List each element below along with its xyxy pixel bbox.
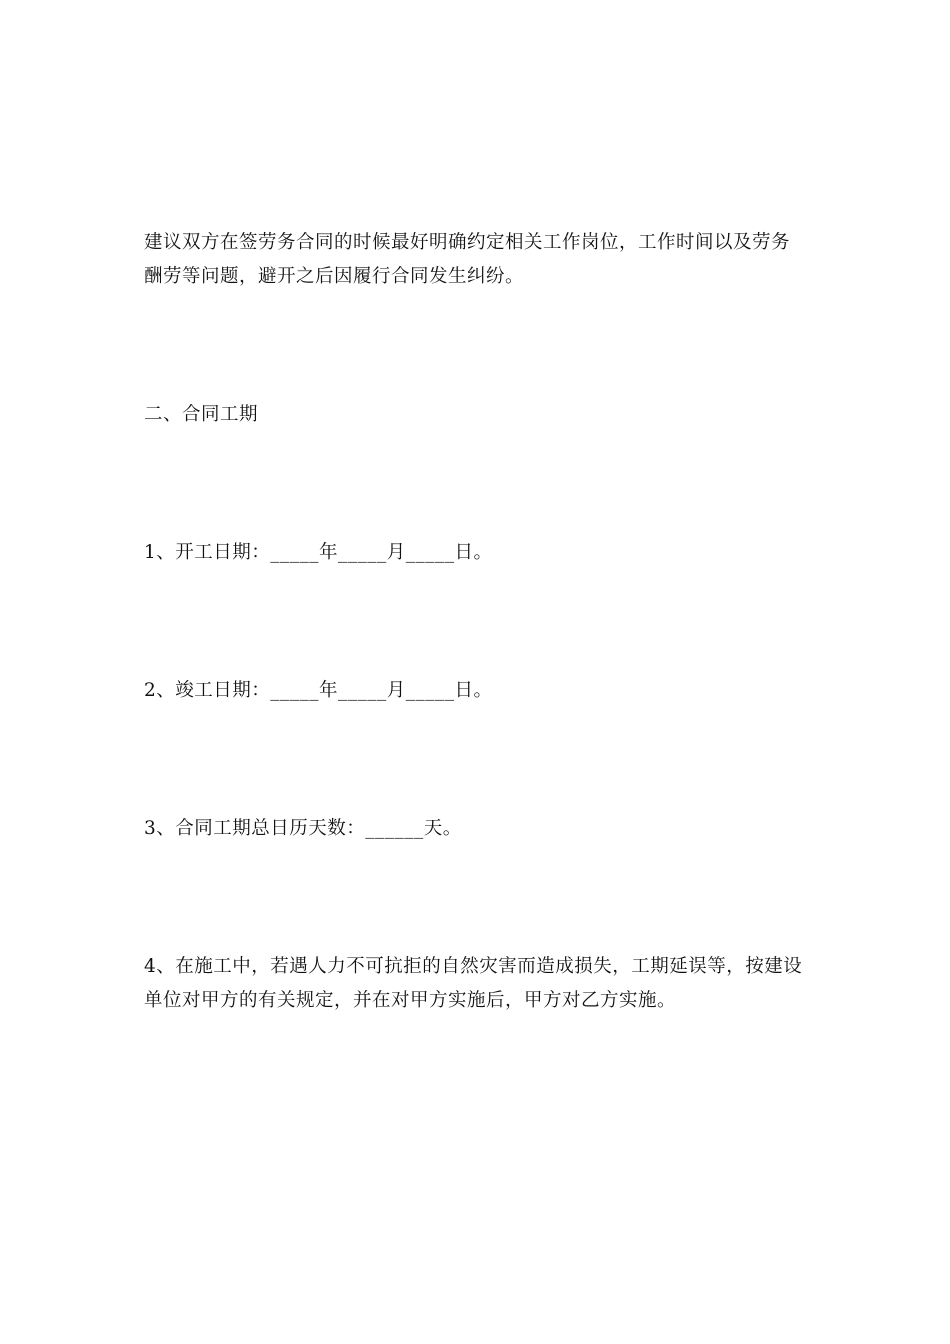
clause-force-majeure: 4、在施工中，若遇人力不可抗拒的自然灾害而造成损失，工期延误等，按建设单位对甲方的有关规定，并在对甲方实施后，甲方对乙方实施。 bbox=[144, 956, 803, 1011]
clause-start-date: 1、开工日期：_____年_____月_____日。 bbox=[144, 542, 493, 563]
section-heading: 二、合同工期 bbox=[144, 404, 259, 425]
clause-completion-date: 2、竣工日期：_____年_____月_____日。 bbox=[144, 680, 493, 701]
clause-total-days: 3、合同工期总日历天数：______天。 bbox=[144, 818, 462, 839]
intro-paragraph: 建议双方在签劳务合同的时候最好明确约定相关工作岗位，工作时间以及劳务酬劳等问题，避开之后因履行合同发生纠纷。 bbox=[144, 232, 791, 287]
